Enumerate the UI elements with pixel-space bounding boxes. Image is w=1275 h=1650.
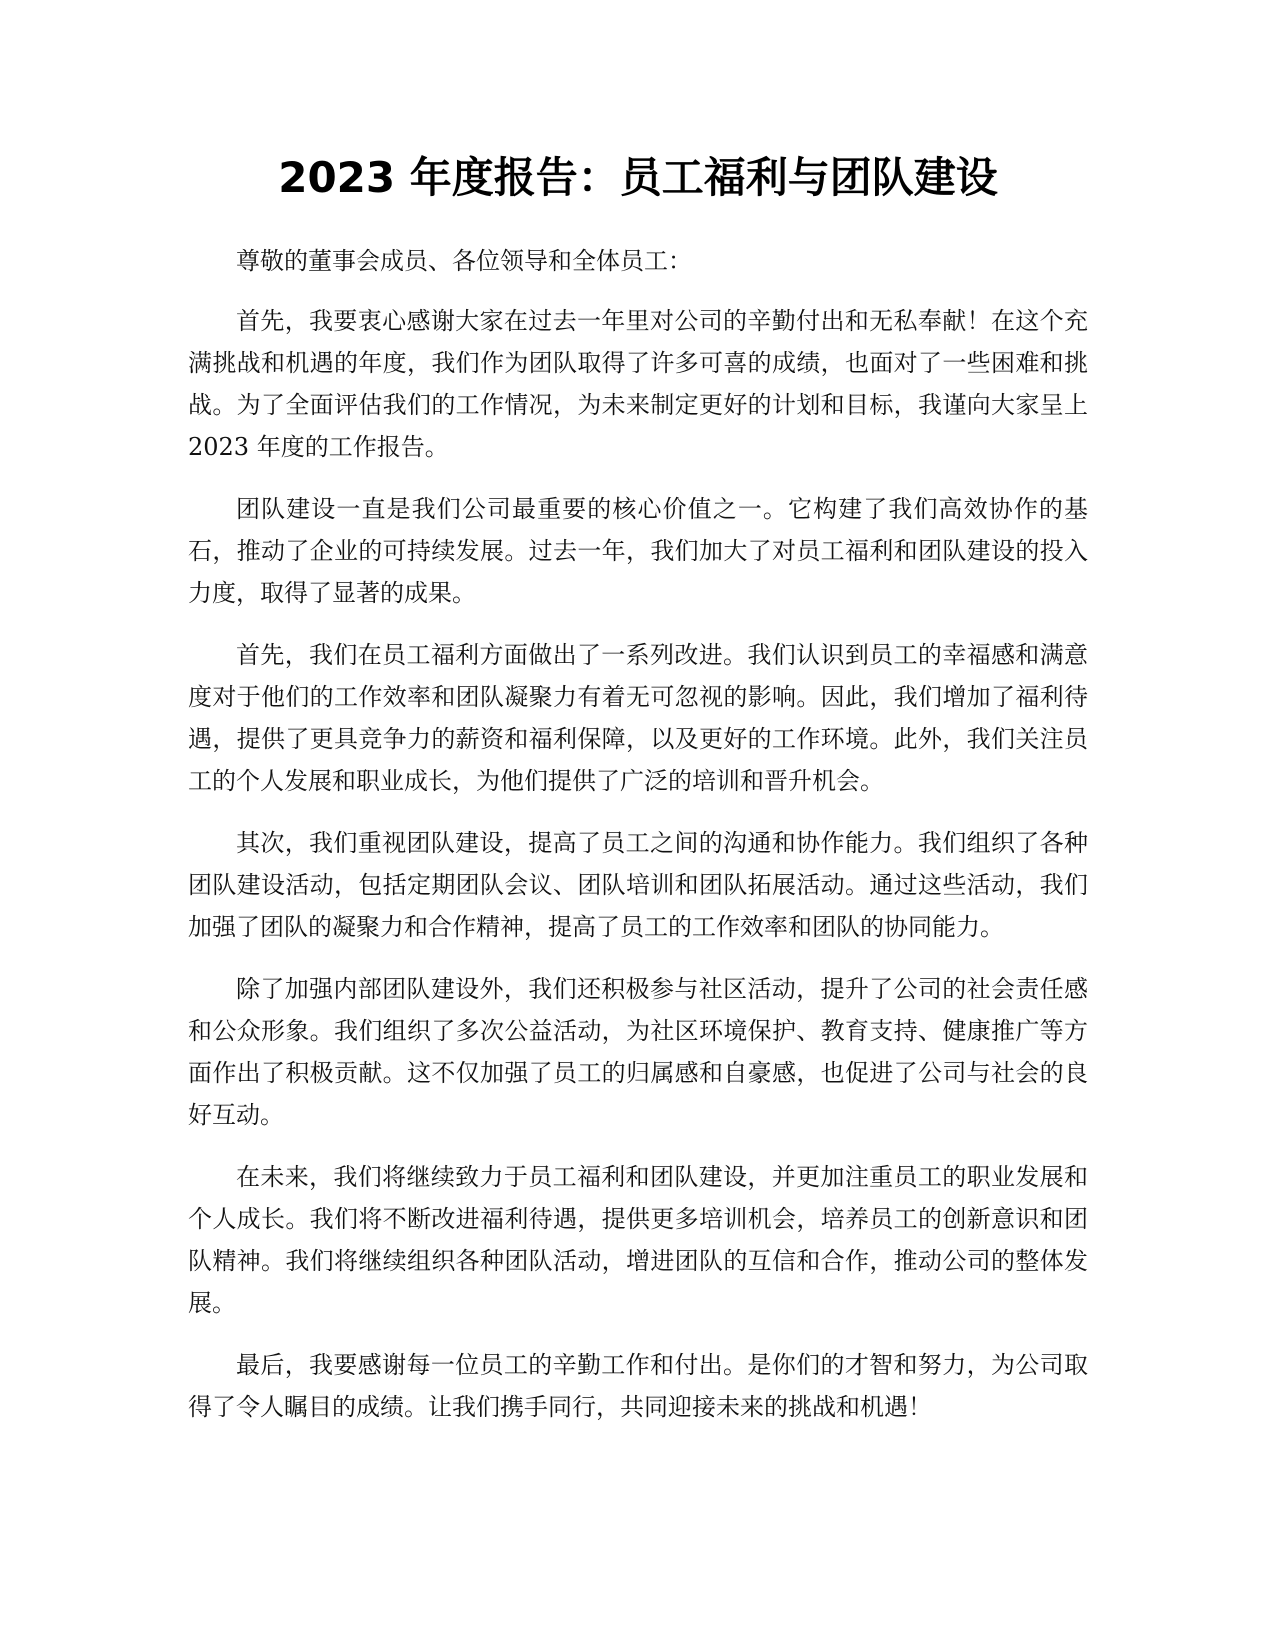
salutation: 尊敬的董事会成员、各位领导和全体员工：	[236, 247, 692, 275]
document-page	[188, 0, 1088, 1650]
document-title: 2023 年度报告：员工福利与团队建设	[278, 153, 998, 202]
document-body	[188, 240, 1088, 1448]
paragraph-7: 最后，我要感谢每一位员工的辛勤工作和付出。是你们的才智和努力，为公司取得了令人瞩目的成绩。让我们携手同行，共同迎接未来的挑战和机遇！	[188, 1351, 1088, 1421]
paragraph-6: 在未来，我们将继续致力于员工福利和团队建设，并更加注重员工的职业发展和个人成长。我们将不断改进福利待遇，提供更多培训机会，培养员工的创新意识和团队精神。我们将继续组织各种团队活动，增进团队的互信和合作，推动公司的整体发展。	[188, 1163, 1088, 1317]
paragraph-3: 首先，我们在员工福利方面做出了一系列改进。我们认识到员工的幸福感和满意度对于他们的工作效率和团队凝聚力有着无可忽视的影响。因此，我们增加了福利待遇，提供了更具竞争力的薪资和福利保障，以及更好的工作环境。此外，我们关注员工的个人发展和职业成长，为他们提供了广泛的培训和晋升机会。	[188, 641, 1088, 795]
paragraph-1: 首先，我要衷心感谢大家在过去一年里对公司的辛勤付出和无私奉献！在这个充满挑战和机遇的年度，我们作为团队取得了许多可喜的成绩，也面对了一些困难和挑战。为了全面评估我们的工作情况，为未来制定更好的计划和目标，我谨向大家呈上 2023 年度的工作报告。	[188, 307, 1088, 461]
paragraph-4: 其次，我们重视团队建设，提高了员工之间的沟通和协作能力。我们组织了各种团队建设活动，包括定期团队会议、团队培训和团队拓展活动。通过这些活动，我们加强了团队的凝聚力和合作精神，提高了员工的工作效率和团队的协同能力。	[188, 829, 1088, 941]
paragraph-2: 团队建设一直是我们公司最重要的核心价值之一。它构建了我们高效协作的基石，推动了企业的可持续发展。过去一年，我们加大了对员工福利和团队建设的投入力度，取得了显著的成果。	[188, 495, 1088, 607]
paragraph-5: 除了加强内部团队建设外，我们还积极参与社区活动，提升了公司的社会责任感和公众形象。我们组织了多次公益活动，为社区环境保护、教育支持、健康推广等方面作出了积极贡献。这不仅加强了员工的归属感和自豪感，也促进了公司与社会的良好互动。	[188, 975, 1088, 1129]
